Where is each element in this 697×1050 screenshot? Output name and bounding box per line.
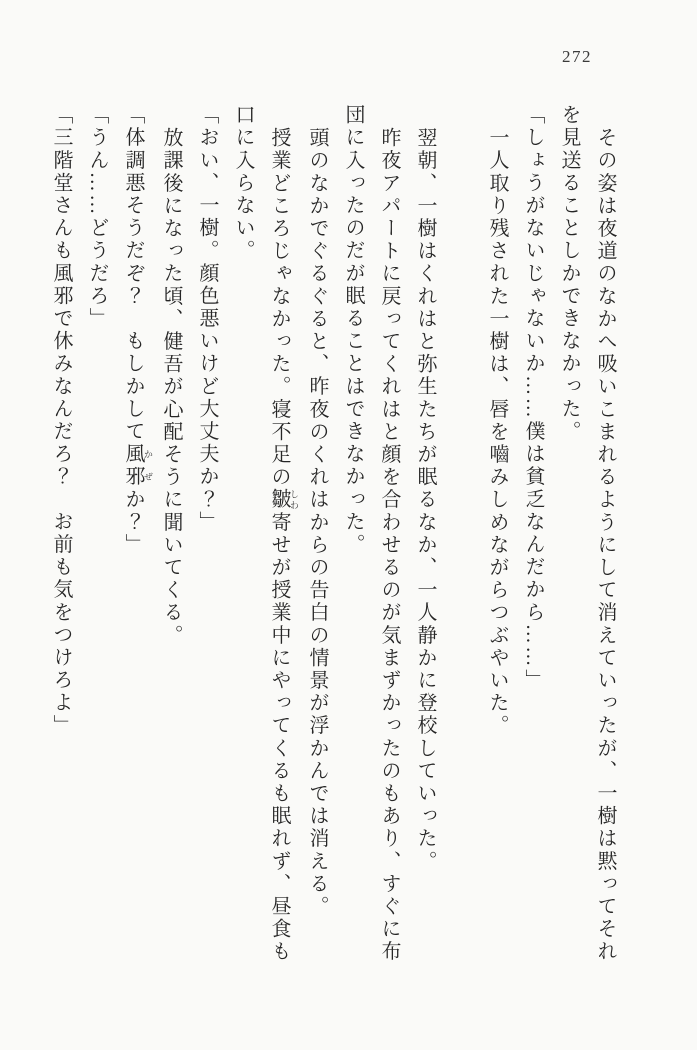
text-column: 頭のなかでぐるぐると、昨夜のくれはからの告白の情景が浮かんでは消える。 xyxy=(306,126,328,918)
text-column: 「三階堂さんも風邪で休みなんだろ？ お前も気をつけろよ」 xyxy=(50,104,72,737)
text-column: 翌朝、一樹はくれはと弥生たちが眠るなか、一人静かに登校していった。 xyxy=(414,126,436,873)
text-column: 「おい、一樹。顔色悪いけど大丈夫か？」 xyxy=(196,104,218,534)
furigana: 皺 しわ xyxy=(268,488,299,511)
text-column xyxy=(443,104,479,966)
text-block xyxy=(43,104,623,966)
text-column: 放課後になった頃、健吾が心配そうに聞いてくる。 xyxy=(160,126,182,647)
page-number: 272 xyxy=(562,47,592,66)
text-column: 「うん……どうだろ」 xyxy=(86,104,108,330)
text-column: その姿は夜道のなかへ吸いこまれるようにして消えていったが、一樹は黙ってそれ xyxy=(594,126,616,963)
text-column: 一人取り残された一樹は、唇を嚙みしめながらつぶやいた。 xyxy=(486,126,508,737)
text-column: 「体調悪そうだぞ？ もしかして風邪 かぜか？」 xyxy=(122,104,153,557)
text-column: 授業どころじゃなかった。寝不足の皺 しわ寄せが授業中にやってくるも眠れず、昼食も xyxy=(268,126,299,963)
text-column: 「しょうがないじゃないか……僕は貧乏なんだから……」 xyxy=(522,104,544,692)
furigana: 風邪 かぜ xyxy=(122,443,153,489)
text-column: を見送ることしかできなかった。 xyxy=(558,104,580,443)
text-column: 団に入ったのだが眠ることはできなかった。 xyxy=(342,104,364,556)
text-column: 昨夜アパートに戻ってくれはと顔を合わせるのが気まずかったのもあり、すぐに布 xyxy=(378,126,400,963)
text-column: 口に入らない。 xyxy=(232,104,254,263)
